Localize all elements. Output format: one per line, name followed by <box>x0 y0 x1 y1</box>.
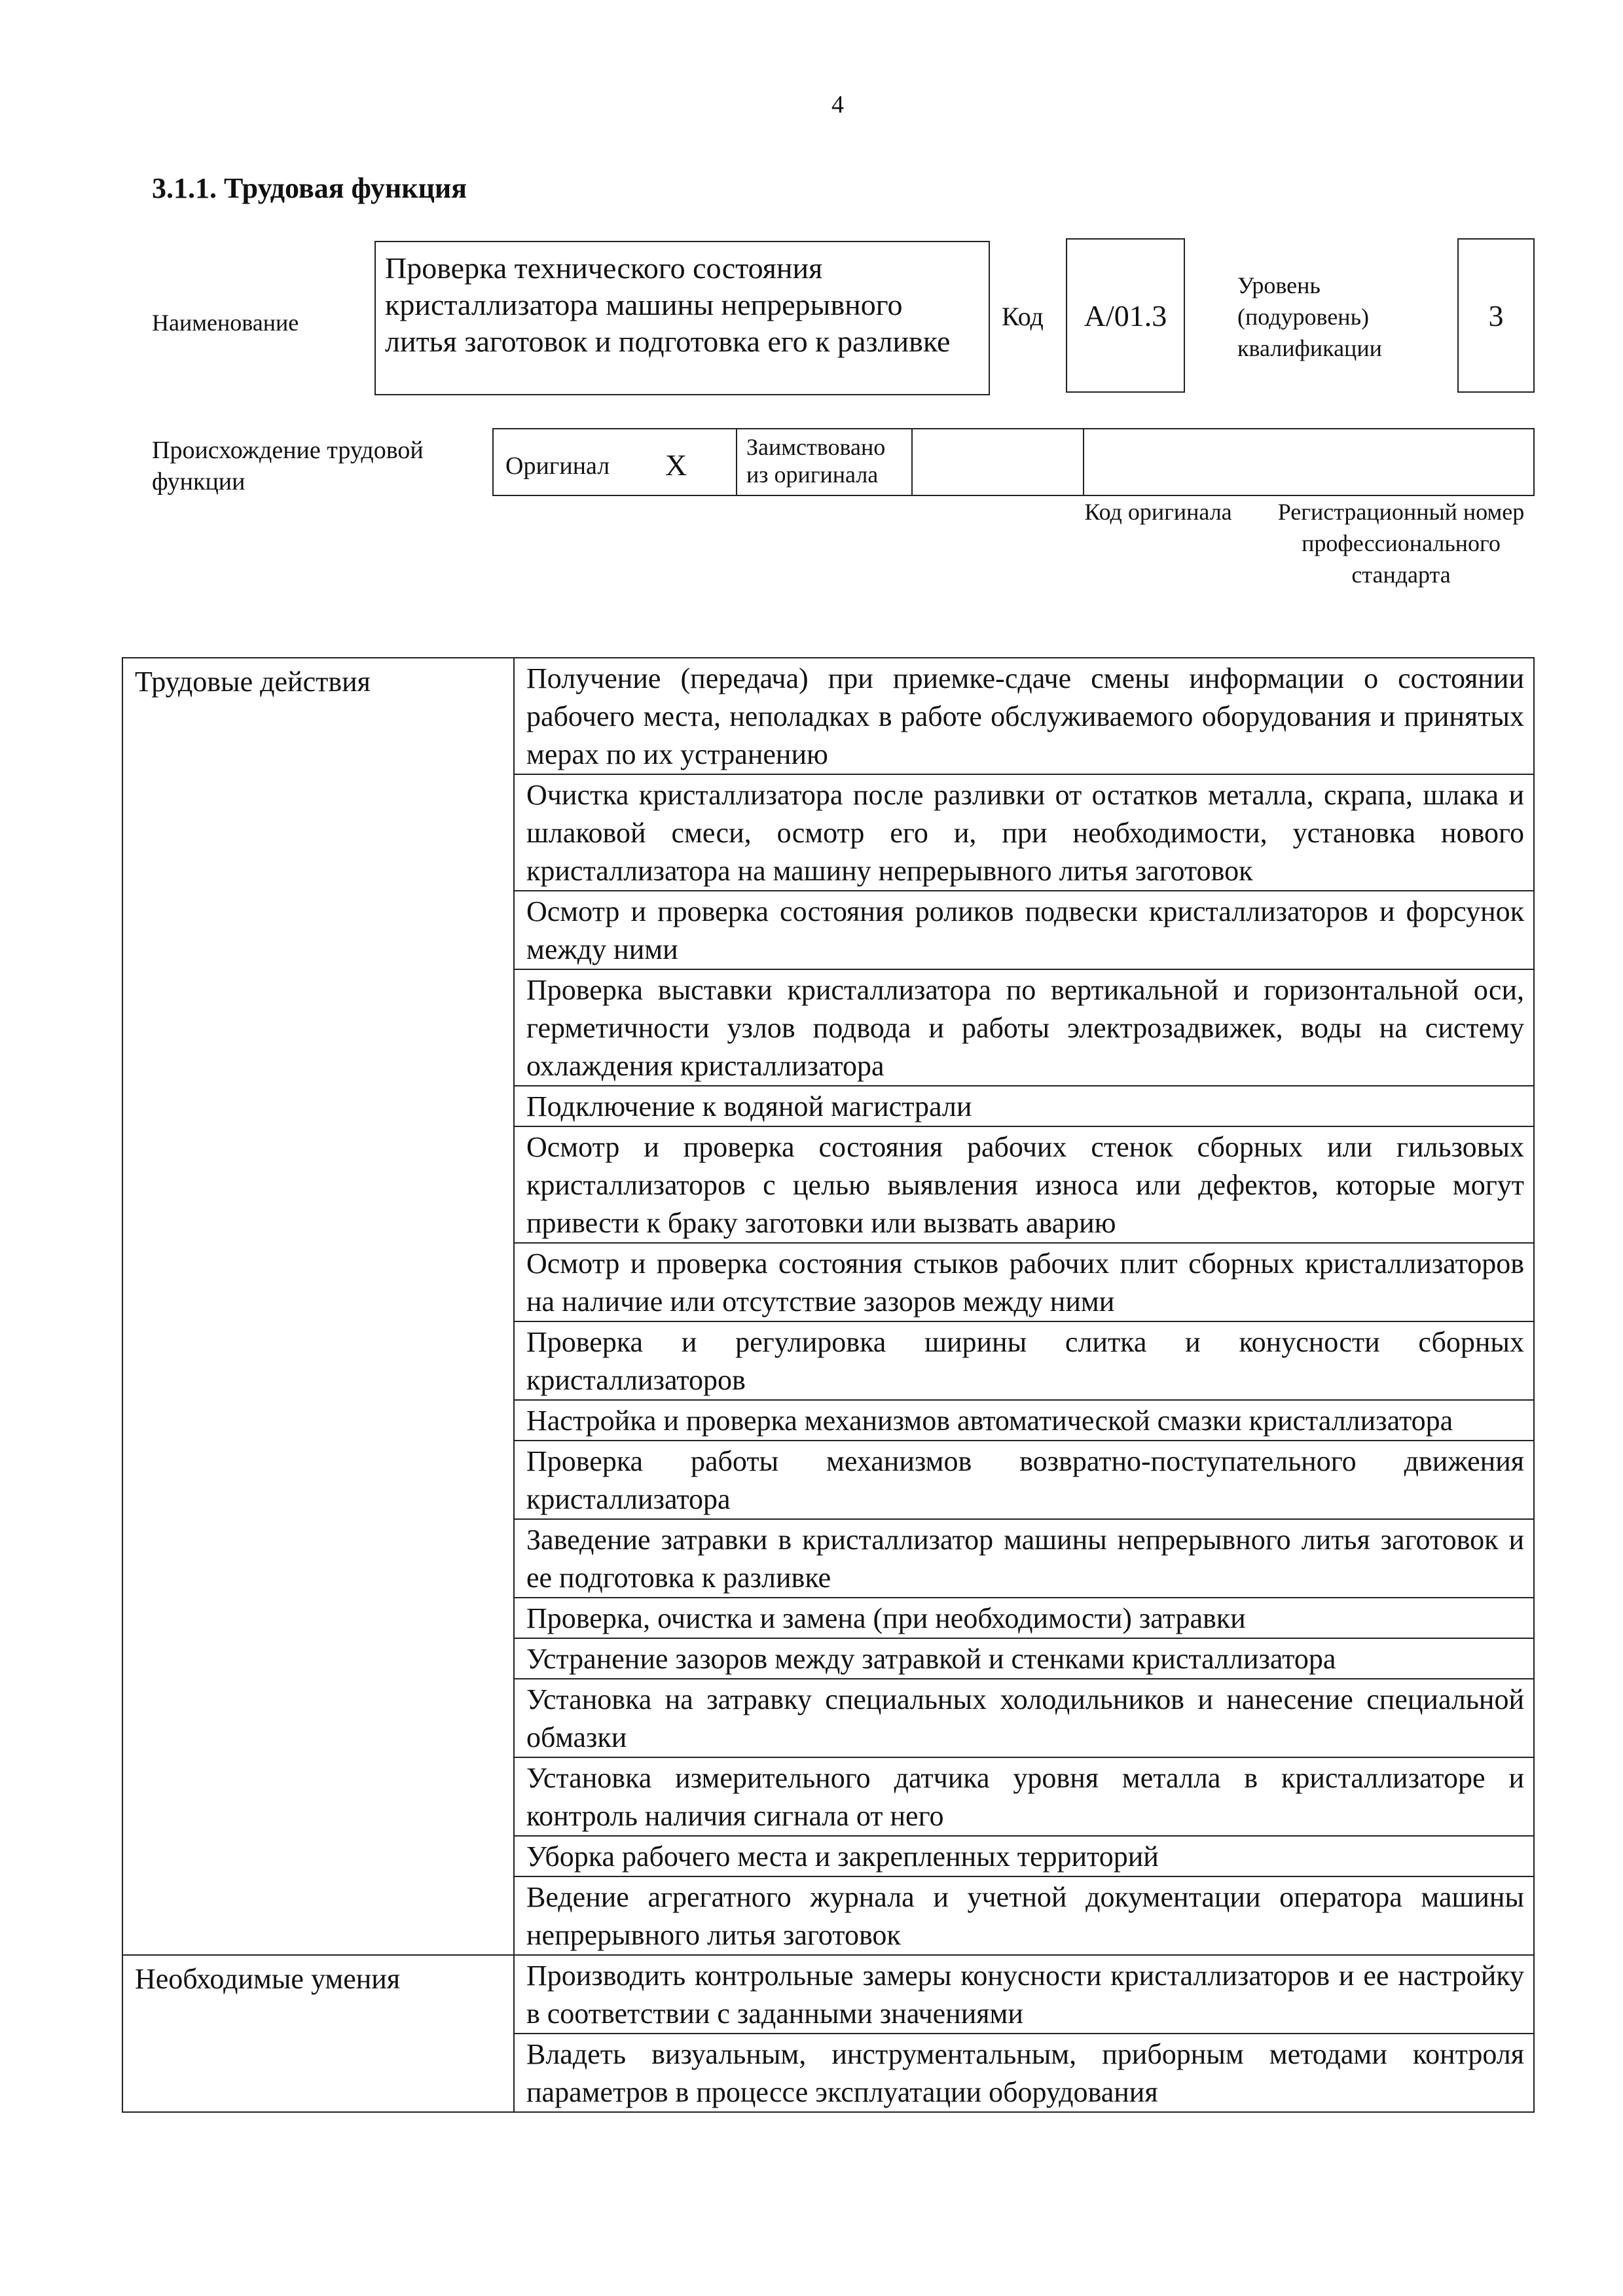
code-value: A/01.3 <box>1084 298 1167 332</box>
labor-actions-item: Ведение агрегатного журнала и учетной документации оператора машины непрерывного литья заготовок <box>514 1876 1534 1955</box>
level-box <box>1457 238 1535 393</box>
name-label: Наименование <box>152 310 299 336</box>
labor-actions-item: Проверка и регулировка ширины слитка и конусности сборных кристаллизаторов <box>514 1321 1534 1400</box>
origin-original-cell <box>494 429 737 495</box>
labor-actions-item: Проверка работы механизмов возвратно-поступательного движения кристаллизатора <box>514 1441 1534 1519</box>
origin-label: Происхождение трудовой функции <box>152 437 424 495</box>
labor-actions-item: Проверка выставки кристаллизатора по вертикальной и горизонтальной оси, герметичности узлов подвода и работы электрозадвижек, воды на систему охлаждения кристаллизатора <box>514 969 1534 1086</box>
origin-reg-cell <box>1084 429 1536 495</box>
code-box <box>1066 238 1185 393</box>
original-label: Оригинал <box>505 452 610 480</box>
labor-actions-item: Осмотр и проверка состояния роликов подвески кристаллизаторов и форсунок между ними <box>514 891 1534 969</box>
labor-actions-item: Осмотр и проверка состояния стыков рабочих плит сборных кристаллизаторов на наличие или отсутствие зазоров между ними <box>514 1243 1534 1321</box>
level-label: Уровень (подуровень) квалификации <box>1237 272 1382 361</box>
labor-actions-item: Установка измерительного датчика уровня металла в кристаллизаторе и контроль наличия сигнала от него <box>514 1757 1534 1836</box>
labor-actions-item: Настройка и проверка механизмов автоматической смазки кристаллизатора <box>514 1400 1534 1441</box>
labor-actions-item: Очистка кристаллизатора после разливки от остатков металла, скрапа, шлака и шлаковой смеси, осмотр его и, при необходимости, установка нового кристаллизатора на машину непрерывного литья заготовок <box>514 774 1534 891</box>
labor-actions-item: Проверка, очистка и замена (при необходимости) затравки <box>514 1598 1534 1638</box>
borrowed-label: Заимствовано из оригинала <box>737 429 913 495</box>
origin-code-cell <box>913 429 1084 495</box>
table-row <box>122 658 1534 774</box>
code-label: Код <box>1002 302 1044 331</box>
labor-actions-item: Установка на затравку специальных холодильников и нанесение специальной обмазки <box>514 1679 1534 1757</box>
labor-actions-item: Устранение зазоров между затравкой и стенками кристаллизатора <box>514 1638 1534 1679</box>
labor-actions-item: Получение (передача) при приемке-сдаче смены информации о состоянии рабочего места, неполадках в работе обслуживаемого оборудования и принятых мерах по их устранению <box>514 658 1534 774</box>
code-caption: Код оригинала <box>1084 499 1232 525</box>
skills-item: Владеть визуальным, инструментальным, приборным методами контроля параметров в процессе эксплуатации оборудования <box>514 2034 1534 2112</box>
origin-row <box>492 428 1535 496</box>
labor-actions-item: Осмотр и проверка состояния рабочих стенок сборных или гильзовых кристаллизаторов с целью выявления износа или дефектов, которые могут привести к браку заготовки или вызвать аварию <box>514 1126 1534 1243</box>
original-mark: X <box>665 448 687 482</box>
function-name-box: Проверка технического состояния кристаллизатора машины непрерывного литья заготовок и подготовка его к разливке <box>374 241 990 395</box>
table-row <box>122 1955 1534 2034</box>
labor-actions-item: Уборка рабочего места и закрепленных территорий <box>514 1836 1534 1876</box>
page-number: 4 <box>831 91 844 118</box>
reg-caption: Регистрационный номер профессионального стандарта <box>1277 499 1525 588</box>
labor-actions-label: Трудовые действия <box>122 658 514 1955</box>
functions-table <box>122 657 1535 2113</box>
labor-actions-item: Заведение затравки в кристаллизатор машины непрерывного литья заготовок и ее подготовка к разливке <box>514 1519 1534 1598</box>
labor-actions-item: Подключение к водяной магистрали <box>514 1086 1534 1126</box>
skills-label: Необходимые умения <box>122 1955 514 2112</box>
level-value: 3 <box>1488 298 1504 332</box>
section-title: 3.1.1. Трудовая функция <box>152 172 467 204</box>
skills-item: Производить контрольные замеры конусности кристаллизаторов и ее настройку в соответствии с заданными значениями <box>514 1955 1534 2034</box>
